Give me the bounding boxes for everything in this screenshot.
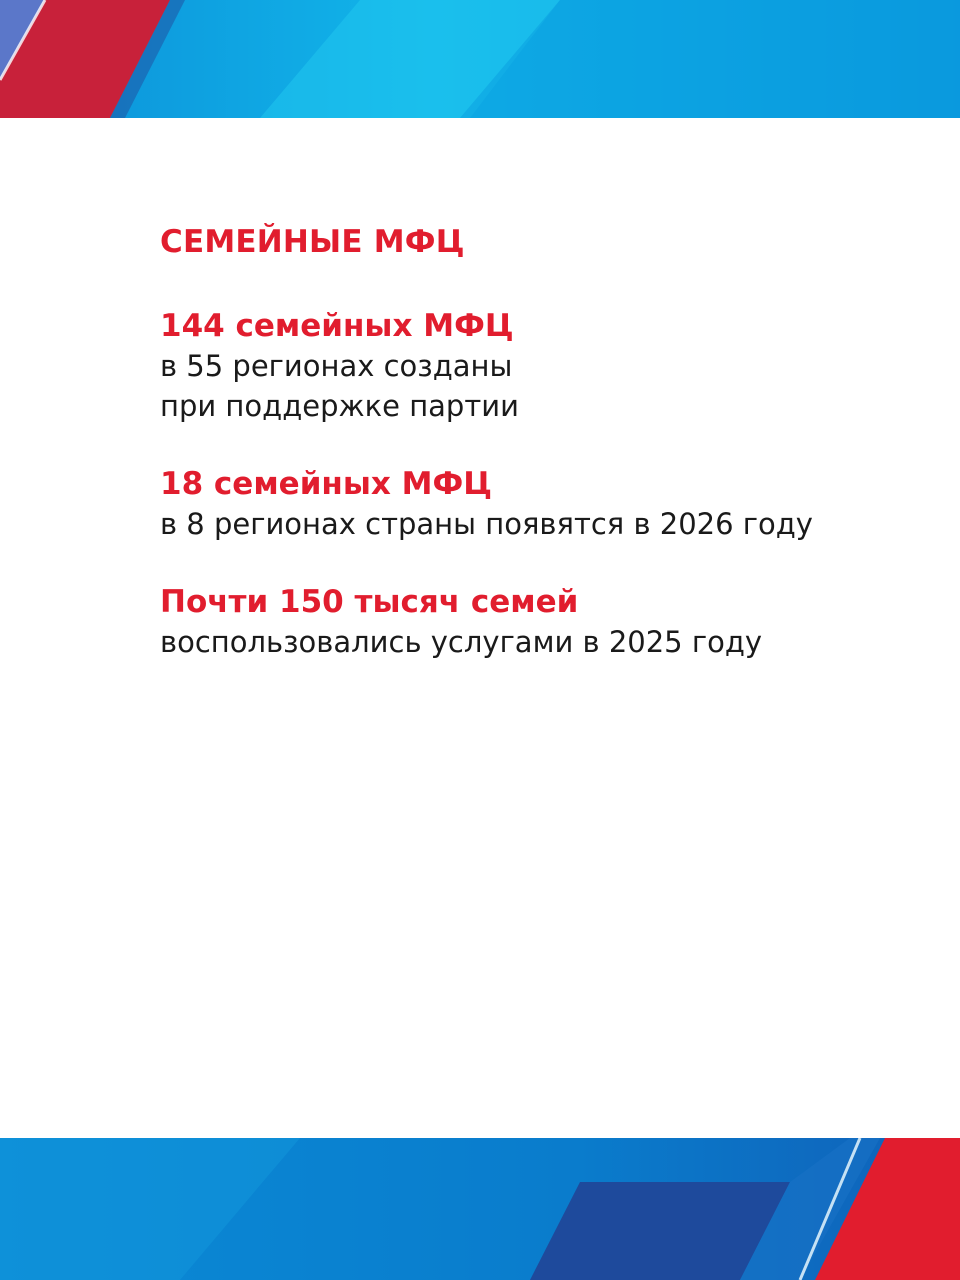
content	[160, 222, 920, 700]
stat-text: при поддержке партии	[160, 389, 519, 423]
stat-text: воспользовались услугами в 2025 году	[160, 625, 763, 659]
bottom-band-graphic	[0, 1138, 960, 1280]
stat-text: в 55 регионах созданы	[160, 349, 513, 383]
stat-text: в 8 регионах страны появятся в 2026 году	[160, 507, 813, 541]
stat-block	[160, 464, 920, 544]
bottom-decor-band	[0, 1138, 960, 1280]
stat-headline: Почти 150 тысяч семей	[160, 584, 579, 620]
top-decor-band	[0, 0, 960, 118]
stat-block	[160, 582, 920, 662]
stat-headline: 144 семейных МФЦ	[160, 308, 514, 344]
top-band-graphic	[0, 0, 960, 118]
stat-block	[160, 306, 920, 426]
page-title: СЕМЕЙНЫЕ МФЦ	[160, 224, 465, 260]
stat-headline: 18 семейных МФЦ	[160, 466, 493, 502]
